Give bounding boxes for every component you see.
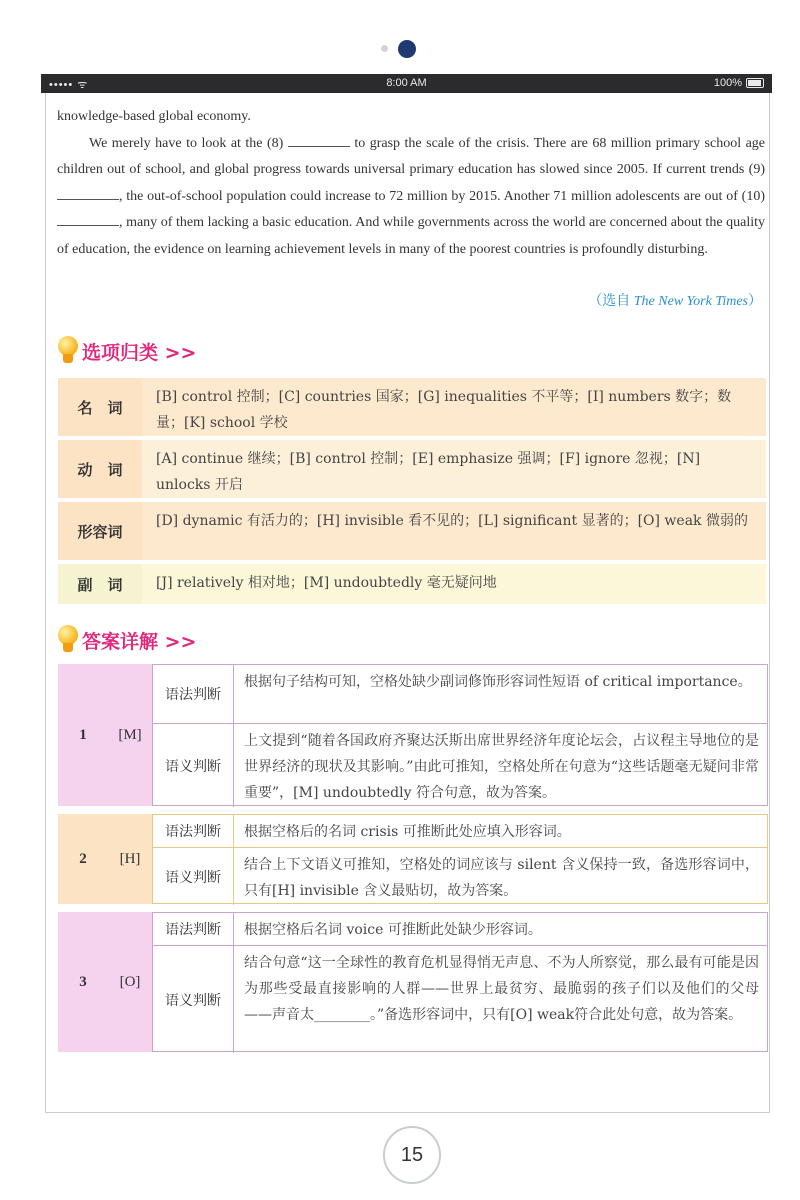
status-bar [41, 74, 772, 93]
category-content: [D] dynamic 有活力的；[H] invisible 看不见的；[L] significant 显著的；[O] weak 微弱的 [142, 502, 766, 560]
category-content: [B] control 控制；[C] countries 国家；[G] inequalities 不平等；[I] numbers 数字；数量；[K] school 学校 [142, 378, 766, 436]
category-label: 副 词 [58, 564, 142, 604]
judgement-kind: 语法判断 [153, 665, 234, 723]
category-content: [J] relatively 相对地；[M] undoubtedly 毫无疑问地 [142, 564, 766, 604]
judgement-text: 结合上下文语义可推知，空格处的词应该与 silent 含义保持一致，备选形容词中，只有[H] invisible 含义最贴切，故为答案。 [244, 857, 759, 899]
judgement-kind: 语法判断 [153, 913, 234, 945]
camera-sensor-dot [381, 45, 388, 52]
answer-number: 2 [58, 814, 108, 904]
page-number: 15 [383, 1126, 441, 1184]
answer-letter: [H] [108, 814, 152, 904]
answer-explanation [152, 912, 768, 1052]
category-label: 形容词 [58, 502, 142, 560]
lightbulb-icon [58, 336, 78, 366]
source-suffix: ） [748, 294, 762, 309]
section-title-text: 答案详解 >> [82, 630, 197, 653]
lightbulb-icon [58, 625, 78, 655]
blank-10 [57, 211, 119, 226]
source-prefix: （选自 [588, 294, 631, 309]
answer-letter: [M] [108, 664, 152, 806]
judgement-kind: 语法判断 [153, 815, 234, 847]
passage-text: to grasp the scale of the crisis. There are 68 million primary school age children out of school, and global progress towards universal primary education has slowed since 2005. If current trends (9) [57, 135, 766, 177]
answer-letter: [O] [108, 912, 152, 1052]
section-title-text: 选项归类 >> [82, 341, 197, 364]
battery-percent: 100% [713, 77, 742, 89]
category-row-noun [58, 378, 766, 436]
answer-explanation [152, 664, 768, 806]
options-category-table [58, 378, 766, 608]
passage-text: We merely have to look at the (8) [89, 135, 284, 151]
answer-explanation [152, 814, 768, 904]
blank-8 [288, 132, 350, 147]
source-title: The New York Times [633, 294, 748, 309]
battery-indicator [714, 77, 764, 89]
section-title-answers [58, 625, 196, 655]
semantic-judgement [153, 723, 767, 807]
answer-block-3 [58, 912, 768, 1052]
answer-number: 1 [58, 664, 108, 806]
grammar-judgement [153, 815, 767, 847]
judgement-text: 上文提到“随着各国政府齐聚达沃斯出席世界经济年度论坛会，占议程主导地位的是世界经济的现状及其影响。”由此可推知，空格处所在句意为“这些话题毫无疑问非常重要”，[M] undoubtedly 符合句意，故为答案。 [244, 733, 759, 801]
category-content: [A] continue 继续；[B] control 控制；[E] emphasize 强调；[F] ignore 忽视；[N] unlocks 开启 [142, 440, 766, 498]
grammar-judgement [153, 665, 767, 723]
passage-text: , many of them lacking a basic education. And while governments across the world are concerned about the quality of education, the evidence on learning achievement levels in many of the poorest countries is profoundly disturbing. [57, 215, 765, 257]
category-label: 动 词 [58, 440, 142, 498]
passage-paragraph [57, 131, 765, 264]
passage-source [588, 290, 762, 310]
judgement-kind: 语义判断 [153, 946, 234, 1053]
answer-number: 3 [58, 912, 108, 1052]
judgement-kind: 语义判断 [153, 724, 234, 807]
category-label: 名 词 [58, 378, 142, 436]
camera-lens-dot [398, 40, 416, 58]
battery-icon [746, 78, 764, 88]
grammar-judgement [153, 913, 767, 945]
category-row-verb [58, 440, 766, 498]
device-camera [0, 38, 800, 58]
answer-block-2 [58, 814, 768, 904]
passage-line: knowledge-based global economy. [57, 109, 251, 124]
judgement-text: 根据空格后的名词 crisis 可推断此处应填入形容词。 [244, 824, 571, 840]
judgement-text: 根据句子结构可知，空格处缺少副词修饰形容词性短语 of critical importance。 [244, 674, 752, 690]
category-row-adverb [58, 564, 766, 604]
judgement-text: 根据空格后名词 voice 可推断此处缺少形容词。 [244, 922, 542, 938]
category-row-adjective [58, 502, 766, 560]
status-time: 8:00 AM [386, 77, 427, 89]
signal-indicator: ••••• ᯤ [49, 79, 89, 91]
semantic-judgement [153, 945, 767, 1053]
answer-block-1 [58, 664, 768, 806]
reading-passage [57, 104, 765, 263]
section-title-options [58, 336, 196, 366]
semantic-judgement [153, 847, 767, 905]
judgement-kind: 语义判断 [153, 848, 234, 905]
judgement-text: 结合句意“这一全球性的教育危机显得悄无声息、不为人所察觉，那么最有可能是因为那些受最直接影响的人群——世界上最贫穷、最脆弱的孩子们以及他们的父母——声音太________。”备选形容词中，只有[O] weak符合此处句意，故为答案。 [244, 955, 759, 1023]
passage-text: , the out-of-school population could increase to 72 million by 2015. Another 71 million adolescents are out of (10) [119, 188, 765, 204]
blank-9 [57, 185, 119, 200]
